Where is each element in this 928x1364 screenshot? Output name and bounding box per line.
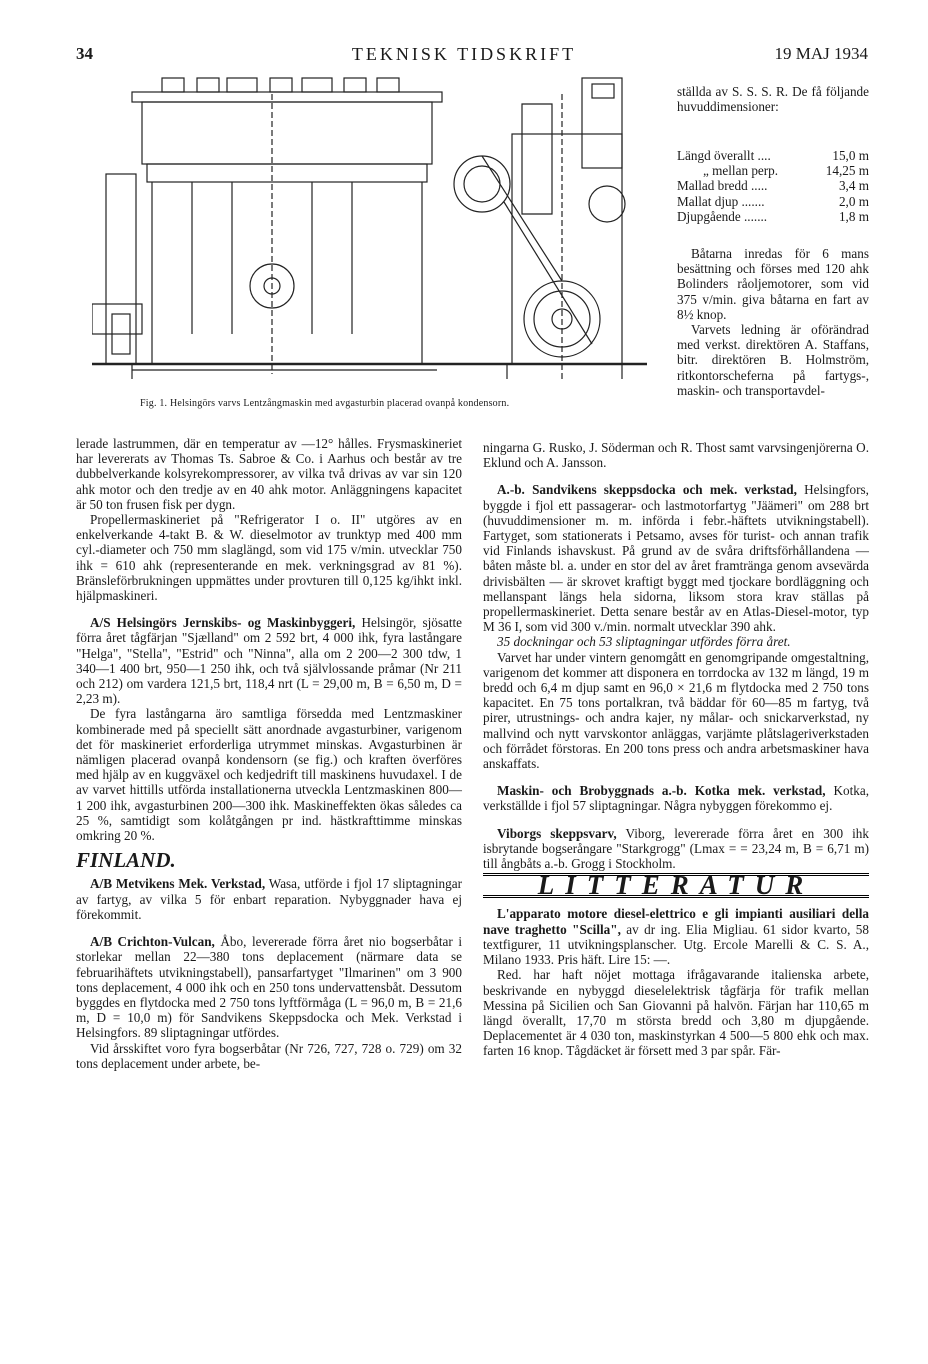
paragraph-head: A/B Crichton-Vulcan,: [90, 934, 215, 950]
paragraph: Propellermaskineriet på "Refrigerator I o. II" utgöres av en enkelverkande 4-takt B. & W. dieselmotor av trunktyp med 400 mm cyl.-diameter och 750 mm slaglängd, som vid 175 v/min. utvecklar 750 ihk = 610 ahk (representerande en mek. verkningsgrad av 81 %). Bränsleförbrukningen uppmättes under provturen till 0,125 kg/ihkt inkl. hjälpmaskineri.: [76, 512, 462, 604]
paragraph: L'apparato motore diesel-elettrico e gli impianti ausiliari della nave traghetto "Scilla", av dr ing. Elia Migliau. 61 sidor kvarto, 58 textfigurer, 11 utvikningsplanscher. Utg. Ercole Marelli & C. S. A., Milano 1933. Pris häft. Lire 15: —.: [483, 906, 869, 968]
paragraph: Vid årsskiftet voro fyra bogserbåtar (Nr 726, 727, 728 o. 729) om 32 tons deplacement under arbete, be-: [76, 1040, 462, 1071]
engine-drawing: [92, 74, 652, 394]
right-column: [483, 440, 869, 1059]
paragraph: A/B Metvikens Mek. Verkstad, Wasa, utförde i fjol 17 sliptagningar av fartyg, av vilka 5 för enbart reparation. Nybyggnader hava ej förekommit.: [76, 876, 462, 922]
paragraph: lerade lastrummen, där en temperatur av —12° hålles. Frysmaskineriet har levererats av Thomas Ts. Sabroe & Co. i Aarhus och består av tre dubbelverkande kolsyrekompressorer, av vilka två drivas av var sin 120 ahk motor och den tredje av en 40 ahk motor. Anläggningens kapacitet är 50 ton frusen fisk per dygn.: [76, 436, 462, 512]
paragraph: 35 dockningar och 53 sliptagningar utfördes förra året.: [497, 634, 791, 650]
paragraph-head: Viborgs skeppsvarv,: [497, 825, 617, 841]
dimensions-table: [677, 148, 869, 224]
section-heading-litteratur: LITTERATUR: [483, 873, 869, 898]
paragraph: ställda av S. S. S. R. De få följande huvuddimensioner:: [677, 84, 869, 115]
paragraph: Varvet har under vintern genomgått en genomgripande omgestaltning, varigenom det kommer att disponera en torrdocka av 132 m längd, 19 m bredd och 6,4 m djup samt en 96,0 × 21,6 m flytdocka med 2 750 tons kapacitet. En 75 tons portalkran, två bäddar för 60—85 m fartyg, två pirer, utrustnings- och andra kajer, ny målar- och snickarverkstad, ny mallvind och nytt varvskontor anläggas, varjämte plåtslageriverkstaden och förrådet förstoras. En 200 tons press och andra arbetsmaskiner hava anskaffats.: [483, 649, 869, 772]
issue-date: 19 MAJ 1934: [774, 44, 868, 63]
section-heading-finland: FINLAND.: [76, 848, 176, 873]
dim-row: Längd överallt .... 15,0 m: [677, 148, 869, 163]
right-top-column: [677, 84, 869, 114]
engine-side-elevation: [92, 78, 442, 379]
paragraph-head: A/B Metvikens Mek. Verkstad,: [90, 876, 266, 892]
paragraph: Båtarna inredas för 6 mans besättning och förses med 120 ahk Bolinders råoljemotorer, som vid 375 v/min. giva båtarna en fart av 8½ knop.: [677, 246, 869, 322]
paragraph-head: A/S Helsingörs Jernskibs- og Maskinbyggeri,: [90, 615, 356, 631]
paragraph: De fyra lastångarna äro samtliga försedda med Lentzmaskiner kombinerade med på speciellt sätt anordnade avgasturbiner, varigenom det för maskineriet erforderliga utrymmet minskas. Avgasturbinen är nämligen placerad ovanpå kondensorn (se fig.) och kraften överföres med hjälp av en kuggväxel och kedjedrift till maskinens huvudaxel. I de av varvet hittills utförda installationerna utveckla Lentzmaskinen 800—1 200 ihk, avgasturbinen 200—300 ihk. Maskineffekten ökas således ca 25 %, samtidigt som kolåtgången pr ind. hästkrafttimme minskas omkring 20 %.: [76, 706, 462, 844]
dim-row: Mallad bredd ..... 3,4 m: [677, 178, 869, 194]
paragraph-head: Maskin- och Brobyggnads a.-b. Kotka mek. verkstad,: [497, 783, 826, 799]
paragraph: A/S Helsingörs Jernskibs- og Maskinbyggeri, Helsingör, sjösatte förra året tågfärjan "Sjælland" om 2 592 brt, 4 000 ihk, fyra lastångare "Helga", "Stella", "Estrid" och "Ninna", alla om 2 200—2 300 tdw, 1 340—1 400 brt, 950—1 250 ihk, och två självlossande pråmar (Nr 211 och 212) om vardera 121,5 brt, 118,4 nrt (L = 29,00 m, B = 6,50 m, D = 2,23 m).: [76, 615, 462, 707]
paragraph: Red. har haft nöjet mottaga ifrågavarande italienska arbete, beskrivande en nybyggd dieselelektrisk tågfärja för trafik mellan Messina på Sicilien och San Giovanni på halvön. Färjan har 110,65 m längd överallt, 17,70 m största bredd och 3,80 m djupgående. Deplacementet är 4 030 ton, maskinstyrkan 4 500—5 800 ehk och max. farten 16 knop. Tågdäcket är försett med 3 par spår. Fär-: [483, 967, 869, 1059]
dim-row: Mallat djup ....... 2,0 m: [677, 193, 869, 209]
paragraph: ningarna G. Rusko, J. Söderman och R. Thost samt varvsingenjörerna O. Eklund och A. Jansson.: [483, 440, 869, 471]
engine-end-view: [442, 78, 647, 379]
paragraph: Varvets ledning är oförändrad med verkst. direktören A. Staffans, bitr. direktören B. Holmström, ritkontorscheferna på fartygs-, maskin- och transportavdel-: [677, 322, 869, 398]
paragraph: A/B Crichton-Vulcan, Åbo, levererade förra året nio bogserbåtar i storlekar mellan 22—380 tons deplacement (närmare data se februarihäftets utvikningstabell), pansarfartyget "Ilmarinen" om 3 900 tons deplacement, 4 000 ihk och en 250 tons undervattensbåt. Dessutom byggdes en flytdocka med 2 750 tons lyftförmåga (L = 96,0 m, B = 21,6 m, D = 10,0 m) för Sandvikens Skeppsdocka och Mek. Verkstad i Helsingfors. 89 sliptagningar utfördes.: [76, 934, 462, 1041]
left-column: [76, 436, 462, 1071]
paragraph: Viborgs skeppsvarv, Viborg, levererade förra året en 300 ihk isbrytande bogserångare "Starkgrogg" (Lmax = = 23,24 m, B = 6,71 m) till ångbåts a.-b. Grogg i Stockholm.: [483, 825, 869, 872]
dim-row: Djupgående ....... 1,8 m: [677, 208, 869, 224]
paragraph: A.-b. Sandvikens skeppsdocka och mek. verkstad, Helsingfors, byggde i fjol ett passagerar- och lastmotorfartyg "Jäämeri" om 288 brt (huvuddimensioner m. m. införda i febr.-häftets utvikningstabell). Fartyget, som stationerats i Petsamo, avses för turist- och annan trafik vid Finlands ishavskust. På grund av de svåra driftsförhållandena — båten måste bl. a. under en stor del av året framtränga genom avsevärda drivisbälten — är skrovet kraftigt byggt med tjockare bordläggning och mellanspant längs hela sidorna, liksom stora krav ställas på propellermaskineriet. Detta senare består av en Atlas-Diesel-motor, typ M 36 I, som vid 300 v./min. normalt utvecklar 390 ahk.: [483, 482, 869, 635]
figure-caption: Fig. 1. Helsingörs varvs Lentzångmaskin med avgasturbin placerad ovanpå kondensorn.: [140, 398, 510, 409]
journal-title: TEKNISK TIDSKRIFT: [351, 44, 577, 64]
right-top-column-2: [677, 246, 869, 398]
paragraph: Maskin- och Brobyggnads a.-b. Kotka mek. verkstad, Kotka, verkställde i fjol 57 sliptagningar. Några nybyggen förekommo ej.: [483, 783, 869, 814]
paragraph-head: A.-b. Sandvikens skeppsdocka och mek. verkstad,: [497, 482, 797, 498]
page-number: 34: [76, 44, 93, 63]
dim-row: „ mellan perp. 14,25 m: [703, 163, 869, 179]
paragraph-head: L'apparato motore diesel-elettrico e gli impianti ausiliari della nave traghetto "Scilla",: [483, 906, 869, 937]
